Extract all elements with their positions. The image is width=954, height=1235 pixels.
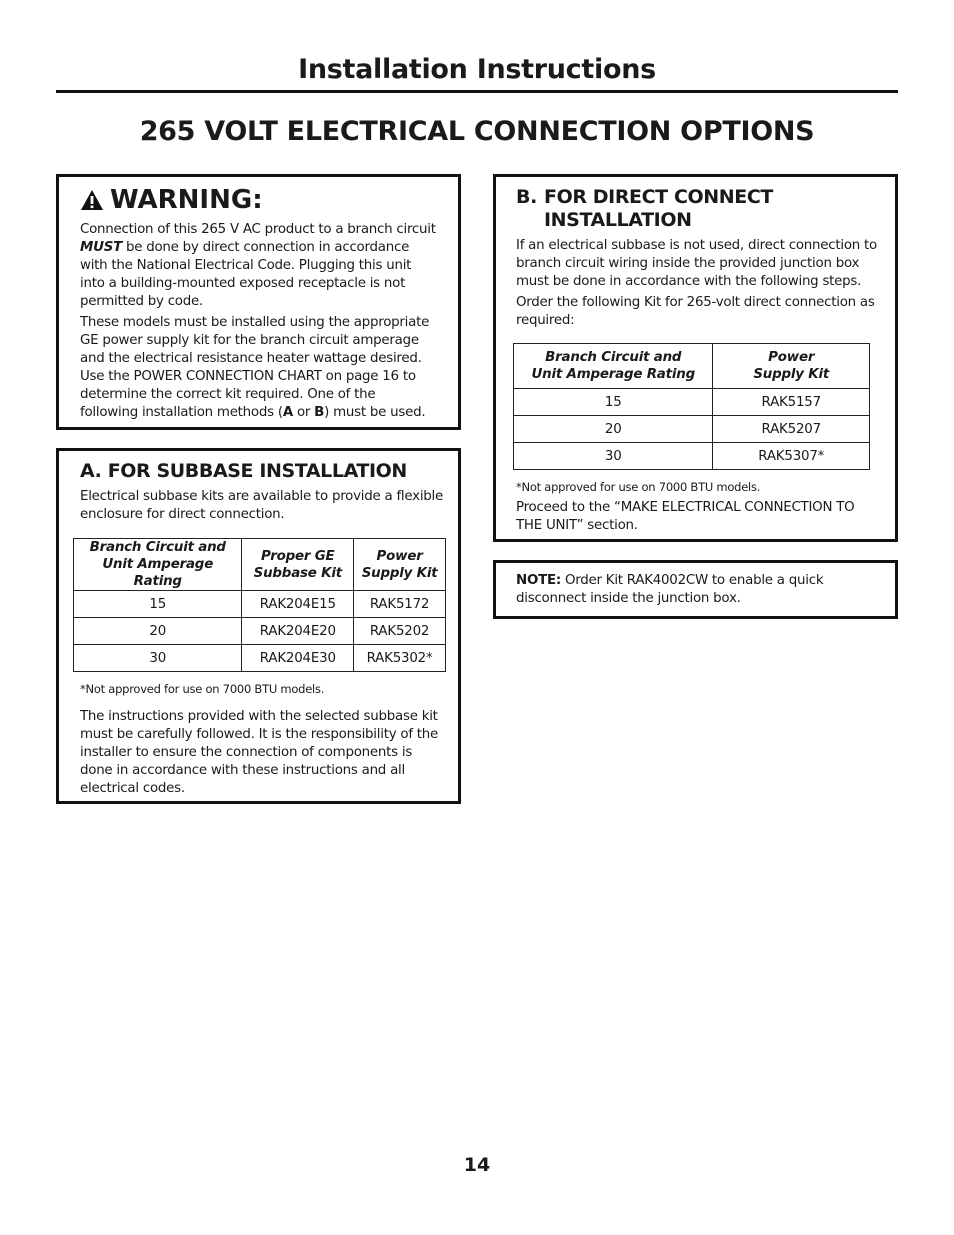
subbase-closing: The instructions provided with the selected subbase kit must be carefully followed. It is the responsibility of the installer to ensure the connection of components is done in accordance with these instructions and all electrical codes.: [80, 709, 439, 796]
table-cell: RAK5157: [713, 389, 870, 416]
table-row: [74, 618, 446, 645]
direct-closing: Proceed to the “MAKE ELECTRICAL CONNECTION TO THE UNIT” section.: [516, 500, 855, 533]
subbase-kit-table: [73, 538, 446, 672]
table-cell: 30: [514, 443, 713, 470]
subbase-heading: A. FOR SUBBASE INSTALLATION: [80, 460, 407, 482]
table-cell: RAK5172: [354, 591, 446, 618]
table-row: [74, 645, 446, 672]
subbase-intro: Electrical subbase kits are available to provide a flexible enclosure for direct connection.: [80, 489, 444, 522]
column-header: Proper GE Subbase Kit: [242, 539, 354, 591]
warning-heading: [80, 185, 437, 215]
table-row: [514, 416, 870, 443]
table-cell: RAK5207: [713, 416, 870, 443]
warning-box: [56, 174, 461, 430]
direct-intro: If an electrical subbase is not used, direct connection to branch circuit wiring inside the provided junction box must be done in accordance with the following steps.: [516, 238, 877, 289]
warning-triangle-icon: [80, 189, 104, 211]
warning-paragraph-2: These models must be installed using the appropriate GE power supply kit for the branch circuit amperage and the electrical resistance heater wattage desired. Use the POWER CONNECTION CHART on page 16 to determine the correct kit required. One of the following installation methods (A or B) must be used.: [80, 315, 430, 420]
table-row: [514, 389, 870, 416]
table-cell: 30: [74, 645, 242, 672]
note-text: NOTE: Order Kit RAK4002CW to enable a quick disconnect inside the junction box.: [516, 573, 824, 606]
subbase-footnote: *Not approved for use on 7000 BTU models.: [80, 682, 325, 696]
warning-heading-text: WARNING:: [110, 185, 263, 215]
direct-intro-2: Order the following Kit for 265-volt direct connection as required:: [516, 295, 875, 328]
column-header: Branch Circuit and Unit Amperage Rating: [514, 344, 713, 389]
column-header: Power Supply Kit: [713, 344, 870, 389]
direct-kit-table: [513, 343, 870, 470]
subbase-installation-box: [56, 448, 461, 804]
table-cell: RAK204E20: [242, 618, 354, 645]
table-cell: 20: [514, 416, 713, 443]
note-label: NOTE:: [516, 573, 561, 588]
table-cell: RAK5307*: [713, 443, 870, 470]
must-emphasis: MUST: [80, 240, 122, 255]
table-header-row: [514, 344, 870, 389]
page-header: [56, 54, 898, 93]
direct-heading-letter: B.: [516, 186, 537, 208]
table-header-row: [74, 539, 446, 591]
table-cell: RAK204E30: [242, 645, 354, 672]
table-cell: RAK204E15: [242, 591, 354, 618]
table-cell: 20: [74, 618, 242, 645]
table-cell: RAK5302*: [354, 645, 446, 672]
note-box: [493, 560, 898, 619]
table-row: [74, 591, 446, 618]
table-cell: 15: [514, 389, 713, 416]
table-row: [514, 443, 870, 470]
page-title: Installation Instructions: [298, 54, 656, 85]
direct-heading-text: FOR DIRECT CONNECT INSTALLATION: [544, 186, 773, 231]
warning-paragraph-1: Connection of this 265 V AC product to a branch circuit MUST be done by direct connection in accordance with the National Electrical Code. Plugging this unit into a building-mounted exposed receptacle is not permitted by code.: [80, 222, 436, 309]
direct-footnote: *Not approved for use on 7000 BTU models.: [516, 480, 761, 494]
direct-heading: [516, 186, 877, 232]
page-number: 14: [463, 1154, 491, 1176]
section-title: 265 VOLT ELECTRICAL CONNECTION OPTIONS: [139, 116, 815, 147]
table-cell: RAK5202: [354, 618, 446, 645]
direct-connect-box: [493, 174, 898, 542]
column-header: Branch Circuit and Unit Amperage Rating: [74, 539, 242, 591]
column-header: Power Supply Kit: [354, 539, 446, 591]
table-cell: 15: [74, 591, 242, 618]
